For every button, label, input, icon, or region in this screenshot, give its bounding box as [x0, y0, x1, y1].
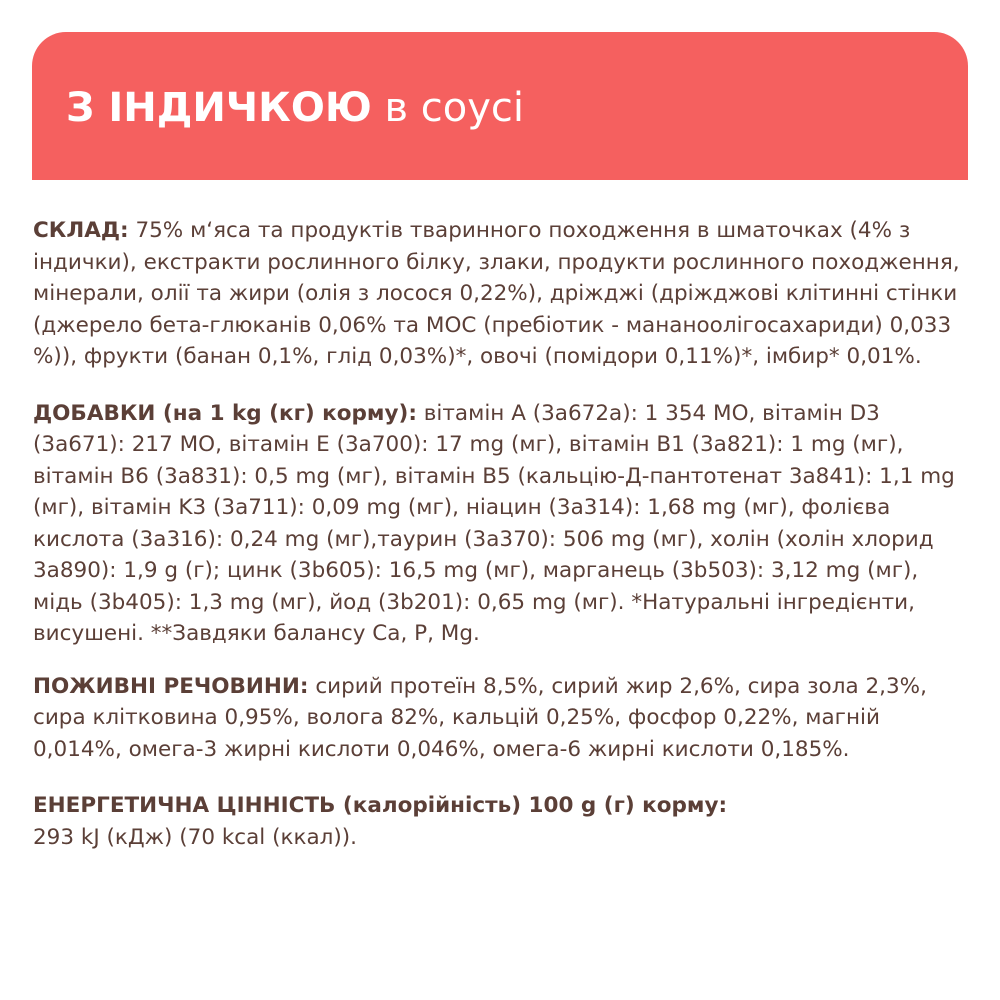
composition-section	[33, 215, 963, 373]
composition-text: 75% м‘яса та продуктів тваринного походження в шматочках (4% з індички), екстракти рослинного білку, злаки, продукти рослинного походження, мінерали, олії та жири (олія з лосося 0,22%), дріжджі (дріжджові клітинні стінки (джерело бета-глюканів 0,06% та МОС (пребіотик - мананоолігосахариди) 0,033 %)), фрукти (банан 0,1%, глід 0,03%)*, овочі (помідори 0,11%)*, імбир* 0,01%.	[33, 218, 960, 369]
additives-section	[33, 398, 963, 650]
energy-text: 293 kJ (кДж) (70 kcal (ккал)).	[33, 824, 357, 850]
page-title	[66, 85, 525, 131]
energy-section	[33, 790, 963, 853]
nutrients-section	[33, 671, 963, 766]
energy-label: ЕНЕРГЕТИЧНА ЦІННІСТЬ (калорійність) 100 g (г) корму:	[33, 793, 728, 818]
product-info	[33, 215, 963, 853]
header-banner	[32, 32, 968, 180]
title-bold: З ІНДИЧКОЮ	[66, 85, 372, 131]
title-regular: в соусі	[384, 85, 525, 131]
additives-label: ДОБАВКИ (на 1 kg (кг) корму):	[33, 400, 417, 426]
nutrients-text: сирий протеїн 8,5%, сирий жир 2,6%, сира зола 2,3%, сира клітковина 0,95%, волога 82%, кальцій 0,25%, фосфор 0,22%, магній 0,014%, омега-3 жирні кислоти 0,046%, омега-6 жирні кислоти 0,185%.	[33, 673, 927, 762]
additives-text: вітамін A (3a672a): 1 354 МО, вітамін D3 (3a671): 217 МО, вітамін E (3a700): 17 mg (мг), вітамін B1 (3a821): 1 mg (мг), вітамін B6 (3a831): 0,5 mg (мг), вітамін B5 (кальцію-Д-пантотенат 3a841): 1,1 mg (мг), вітамін K3 (3a711): 0,09 mg (мг), ніацин (3a314): 1,68 mg (мг), фолієва кислота (3a316): 0,24 mg (мг),таурин (3a370): 506 mg (мг), холін (холін хлорид 3a890): 1,9 g (г); цинк (3b605): 16,5 mg (мг), марганець (3b503): 3,12 mg (мг), мідь (3b405): 1,3 mg (мг), йод (3b201): 0,65 mg (мг). *Натуральні інгредієнти, висушені. **Завдяки балансу Ca, P, Mg.	[33, 400, 955, 646]
nutrients-label: ПОЖИВНІ РЕЧОВИНИ:	[33, 673, 309, 699]
composition-label: СКЛАД:	[33, 218, 129, 243]
